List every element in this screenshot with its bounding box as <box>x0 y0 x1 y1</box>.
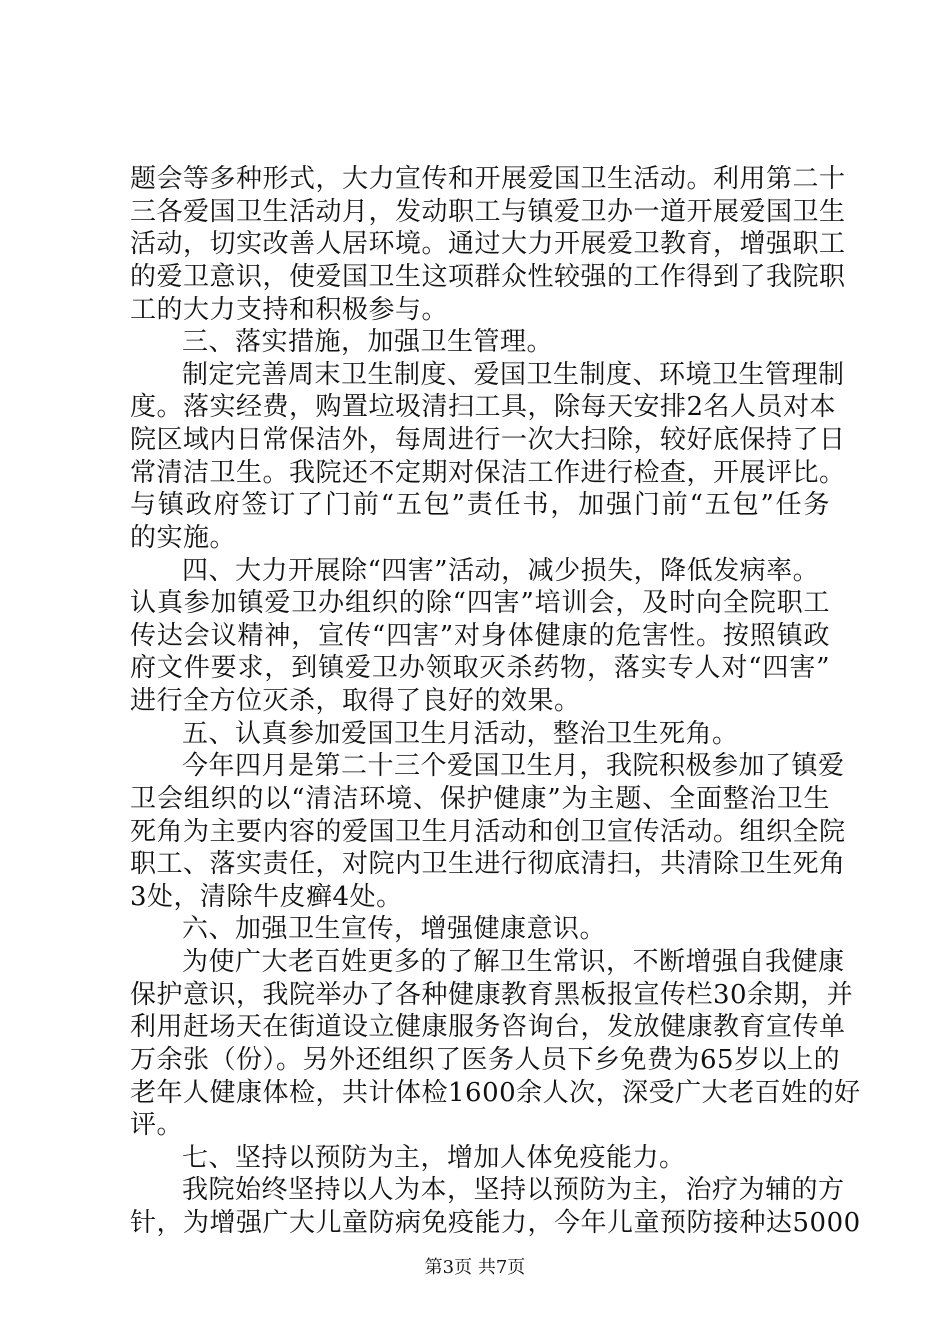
body-text-line: 题会等多种形式，大力宣传和开展爱国卫生活动。利用第二十 <box>130 164 846 194</box>
body-text-line: 万余张（份）。另外还组织了医务人员下乡免费为65岁以上的 <box>130 1045 841 1075</box>
body-text-line: 常清洁卫生。我院还不定期对保洁工作进行检查，开展评比。 <box>130 458 846 488</box>
body-text-line: 进行全方位灭杀，取得了良好的效果。 <box>130 686 581 716</box>
body-text-line: 三各爱国卫生活动月，发动职工与镇爱卫办一道开展爱国卫生 <box>130 197 846 227</box>
body-text-line: 活动，切实改善人居环境。通过大力开展爱卫教育，增强职工 <box>130 229 846 259</box>
section-heading: 五、认真参加爱国卫生月活动，整治卫生死角。 <box>182 719 739 749</box>
body-text-line: 为使广大老百姓更多的了解卫生常识，不断增强自我健康 <box>182 947 845 977</box>
body-text-line: 死角为主要内容的爱国卫生月活动和创卫宣传活动。组织全院 <box>130 817 846 847</box>
section-heading: 三、落实措施，加强卫生管理。 <box>182 327 554 357</box>
section-heading: 四、大力开展除“四害”活动，减少损失，降低发病率。 <box>182 556 820 586</box>
body-text-line: 评。 <box>130 1110 184 1140</box>
body-text-line: 的爱卫意识，使爱国卫生这项群众性较强的工作得到了我院职 <box>130 262 846 292</box>
body-text-line: 的实施。 <box>130 523 237 553</box>
body-text-line: 传达会议精神，宣传“四害”对身体健康的危害性。按照镇政 <box>130 621 830 651</box>
body-text-line: 老年人健康体检，共计体检1600余人次，深受广大老百姓的好 <box>130 1078 861 1108</box>
section-heading: 六、加强卫生宣传，增强健康意识。 <box>182 914 607 944</box>
body-text-line: 利用赶场天在街道设立健康服务咨询台，发放健康教育宣传单 <box>130 1012 846 1042</box>
body-text-line: 3处，清除牛皮癣4处。 <box>130 882 403 912</box>
body-text-line: 与镇政府签订了门前“五包”责任书，加强门前“五包”任务 <box>130 490 830 520</box>
body-text-line: 今年四月是第二十三个爱国卫生月，我院积极参加了镇爱 <box>182 751 845 781</box>
page-footer: 第3页 共7页 <box>424 1257 526 1278</box>
section-heading: 七、坚持以预防为主，增加人体免疫能力。 <box>182 1143 686 1173</box>
body-text-line: 我院始终坚持以人为本，坚持以预防为主，治疗为辅的方 <box>182 1175 845 1205</box>
body-text-line: 职工、落实责任，对院内卫生进行彻底清扫，共清除卫生死角 <box>130 849 846 879</box>
body-text-line: 卫会组织的以“清洁环境、保护健康”为主题、全面整治卫生 <box>130 784 830 814</box>
body-text-line: 认真参加镇爱卫办组织的除“四害”培训会，及时向全院职工 <box>130 588 830 618</box>
body-text-line: 院区域内日常保洁外，每周进行一次大扫除，较好底保持了日 <box>130 425 846 455</box>
body-text-line: 制定完善周末卫生制度、爱国卫生制度、环境卫生管理制 <box>182 360 845 390</box>
body-text-line: 工的大力支持和积极参与。 <box>130 295 449 325</box>
body-text-line: 保护意识，我院举办了各种健康教育黑板报宣传栏30余期，并 <box>130 980 854 1010</box>
body-text-line: 度。落实经费，购置垃圾清扫工具，除每天安排2名人员对本 <box>130 392 837 422</box>
body-text-line: 针，为增强广大儿童防病免疫能力，今年儿童预防接种达5000 <box>130 1208 861 1238</box>
body-text-line: 府文件要求，到镇爱卫办领取灭杀药物，落实专人对“四害” <box>130 653 830 683</box>
